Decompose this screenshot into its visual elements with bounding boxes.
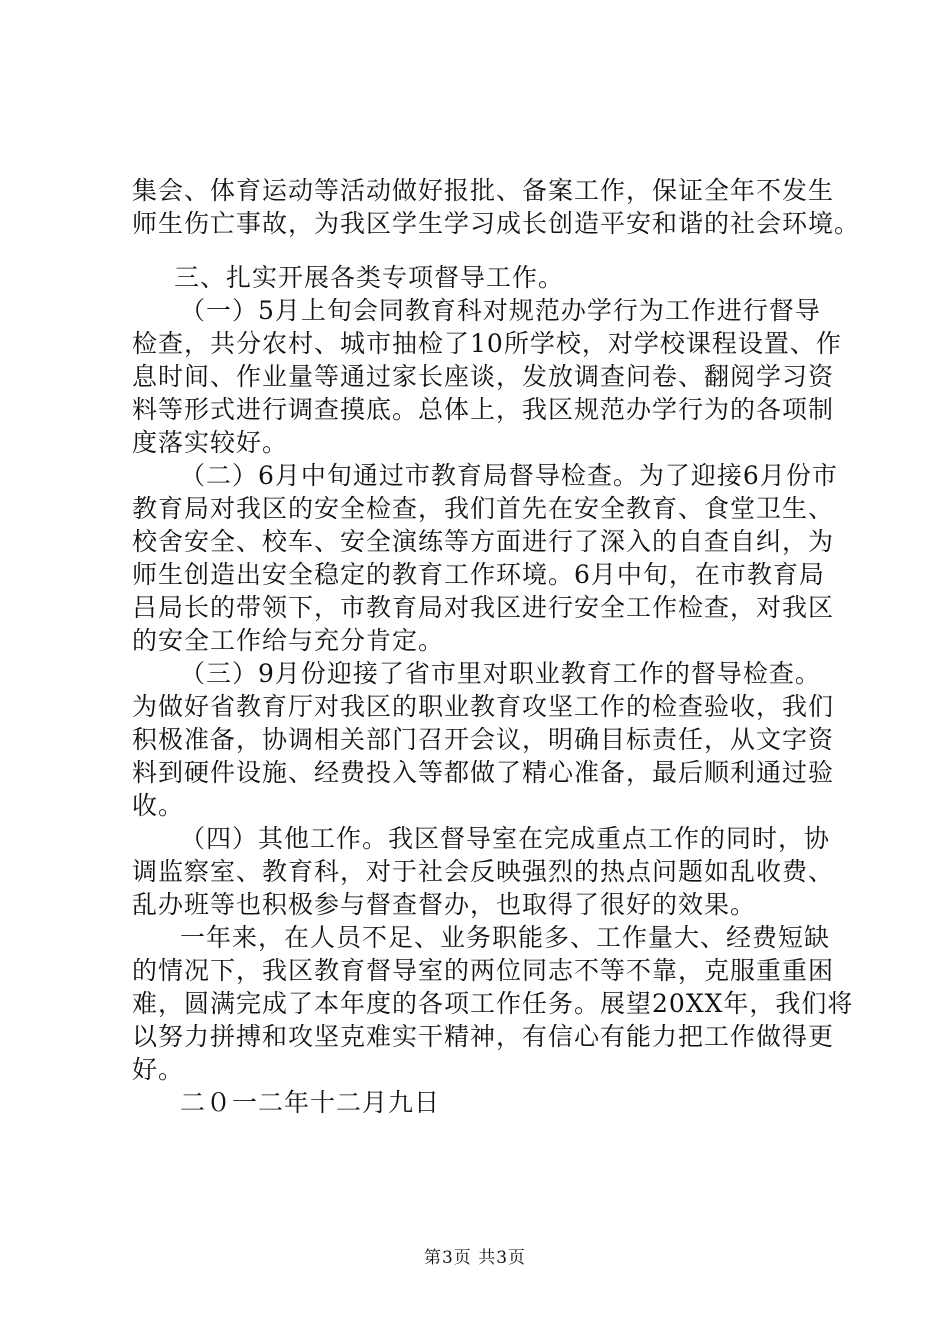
text-line: （二）6月中旬通过市教育局督导检查。为了迎接6月份市 bbox=[180, 461, 838, 490]
text-line: 积极准备，协调相关部门召开会议，明确目标责任，从文字资 bbox=[132, 725, 835, 754]
text-line: 乱办班等也积极参与督查督办，也取得了很好的效果。 bbox=[132, 890, 757, 919]
text-line: 收。 bbox=[132, 791, 185, 820]
text-line: 检查，共分农村、城市抽检了10所学校，对学校课程设置、作 bbox=[132, 329, 842, 358]
text-line: 以努力拼搏和攻坚克难实干精神，有信心有能力把工作做得更 bbox=[132, 1022, 835, 1051]
text-line: 息时间、作业量等通过家长座谈，发放调查问卷、翻阅学习资 bbox=[132, 362, 835, 391]
text-line: 难，圆满完成了本年度的各项工作任务。展望20XX年，我们将 bbox=[132, 989, 854, 1018]
text-line: 调监察室、教育科，对于社会反映强烈的热点问题如乱收费、 bbox=[132, 857, 835, 886]
text-line: 度落实较好。 bbox=[132, 428, 289, 457]
text-line: 料到硬件设施、经费投入等都做了精心准备，最后顺利通过验 bbox=[132, 758, 835, 787]
text-line: 吕局长的带领下，市教育局对我区进行安全工作检查，对我区 bbox=[132, 593, 835, 622]
text-line: 集会、体育运动等活动做好报批、备案工作，保证全年不发生 bbox=[132, 176, 835, 205]
page-footer: 第3页 共3页 bbox=[423, 1248, 527, 1268]
text-line: （三）9月份迎接了省市里对职业教育工作的督导检查。 bbox=[180, 659, 821, 688]
text-line: 师生创造出安全稳定的教育工作环境。6月中旬，在市教育局 bbox=[132, 560, 825, 589]
document-date: 二０一二年十二月九日 bbox=[180, 1088, 441, 1117]
text-line: （一）5月上旬会同教育科对规范办学行为工作进行督导 bbox=[180, 296, 821, 325]
text-line: 教育局对我区的安全检查，我们首先在安全教育、食堂卫生、 bbox=[132, 494, 835, 523]
text-line: （四）其他工作。我区督导室在完成重点工作的同时，协 bbox=[180, 824, 831, 853]
text-line: 好。 bbox=[132, 1055, 185, 1084]
text-line: 的安全工作给与充分肯定。 bbox=[132, 626, 445, 655]
text-line: 为做好省教育厅对我区的职业教育攻坚工作的检查验收，我们 bbox=[132, 692, 835, 721]
text-line: 师生伤亡事故，为我区学生学习成长创造平安和谐的社会环境。 bbox=[132, 209, 861, 238]
section-heading: 三、扎实开展各类专项督导工作。 bbox=[174, 263, 565, 292]
text-line: 校舍安全、校车、安全演练等方面进行了深入的自查自纠，为 bbox=[132, 527, 835, 556]
text-line: 一年来，在人员不足、业务职能多、工作量大、经费短缺 bbox=[180, 923, 831, 952]
text-line: 料等形式进行调查摸底。总体上，我区规范办学行为的各项制 bbox=[132, 395, 835, 424]
text-line: 的情况下，我区教育督导室的两位同志不等不靠，克服重重困 bbox=[132, 956, 835, 985]
